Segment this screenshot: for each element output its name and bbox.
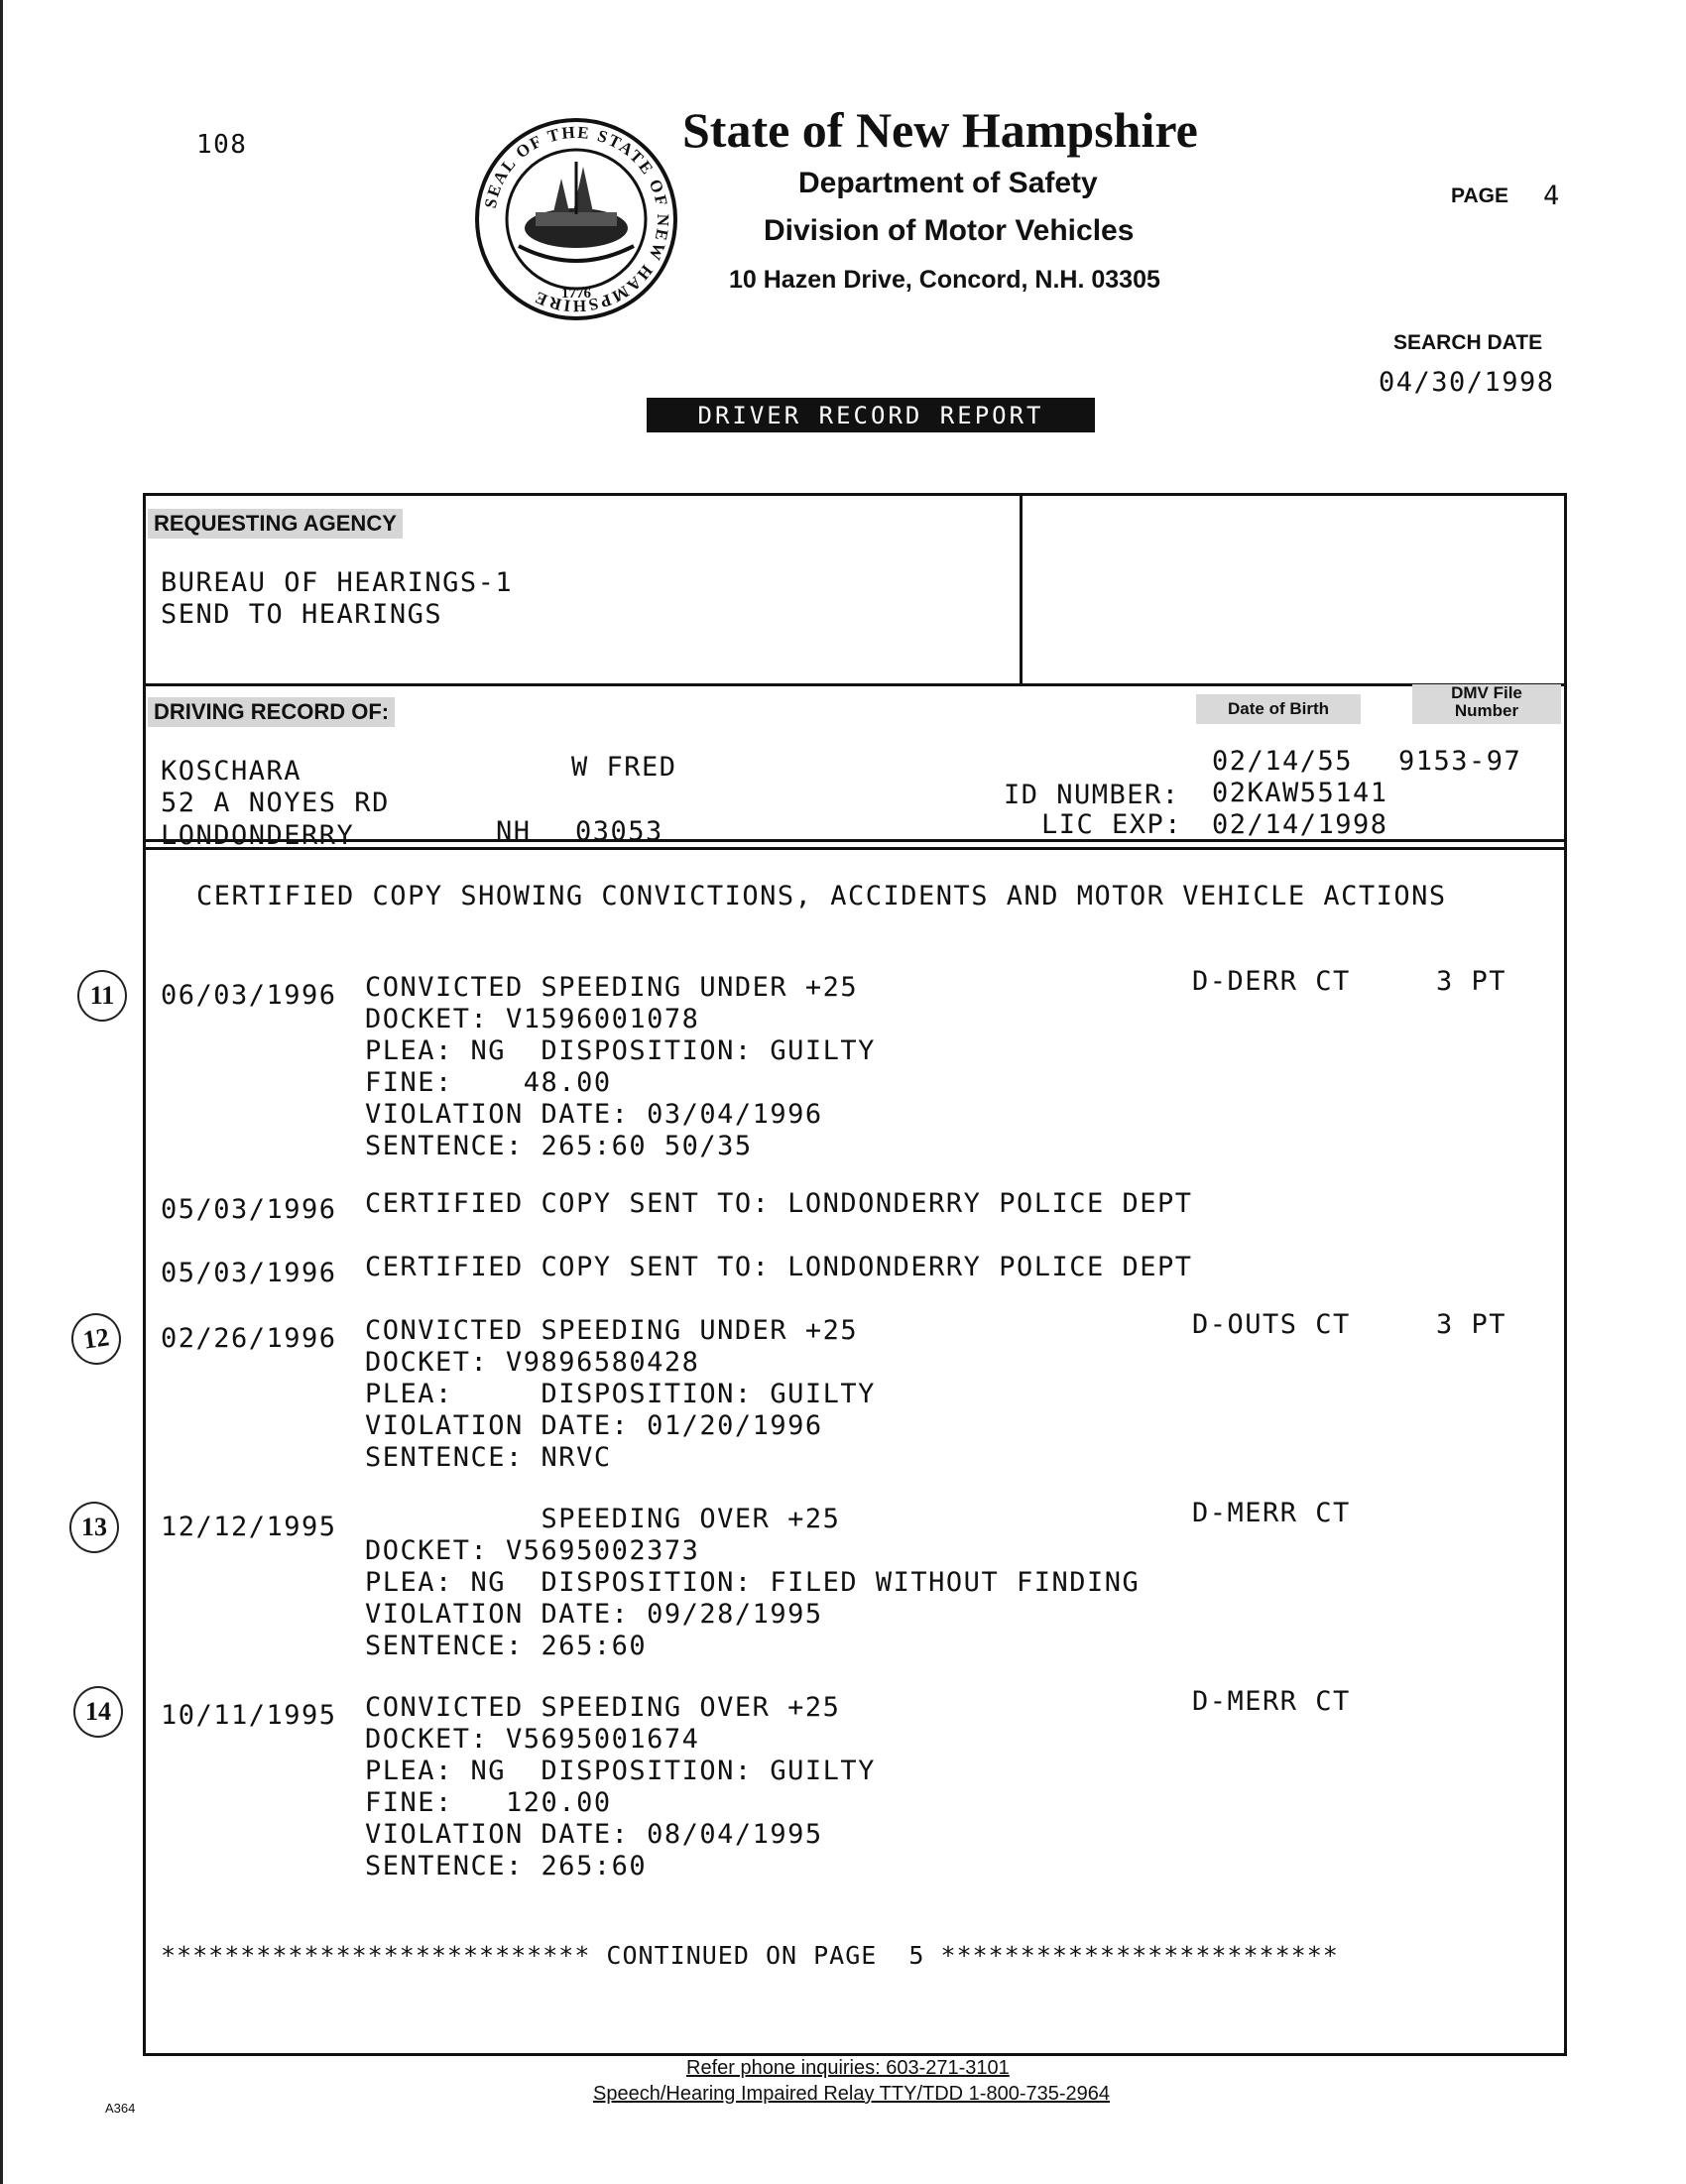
driver-city: LONDONDERRY <box>161 820 355 851</box>
page-label: PAGE <box>1451 184 1508 207</box>
state-seal-icon <box>474 117 678 321</box>
entry-detail: PLEA: NG DISPOSITION: GUILTY <box>365 1035 876 1066</box>
handwritten-mark-14: 14 <box>73 1686 123 1738</box>
entry-detail: PLEA: DISPOSITION: GUILTY <box>365 1379 876 1409</box>
driver-state: NH <box>496 816 532 847</box>
certified-heading: CERTIFIED COPY SHOWING CONVICTIONS, ACCIDENTS AND MOTOR VEHICLE ACTIONS <box>196 881 1447 911</box>
dob-label: Date of Birth <box>1196 694 1361 724</box>
entry-date: 05/03/1996 <box>161 1258 337 1288</box>
entry-court: D-MERR CT <box>1192 1686 1351 1717</box>
entry-court: D-MERR CT <box>1192 1498 1351 1528</box>
entry-court: D-OUTS CT <box>1192 1309 1351 1340</box>
id-number: 02KAW55141 <box>1212 778 1388 808</box>
entry-detail: VIOLATION DATE: 08/04/1995 <box>365 1819 823 1850</box>
seal-text: SEAL OF THE STATE OF NEW HAMPSHIRE <box>480 122 673 316</box>
entry-points: 3 PT <box>1436 1309 1507 1340</box>
entry-date: 06/03/1996 <box>161 980 337 1011</box>
agency-divider <box>1020 496 1023 684</box>
entry-description: CONVICTED SPEEDING OVER +25 <box>365 1692 841 1723</box>
handwritten-mark-12: 12 <box>68 1310 125 1368</box>
entry-detail: DOCKET: V9896580428 <box>365 1347 700 1378</box>
dmv-file-label: DMV File Number <box>1412 684 1561 724</box>
entry-description: CERTIFIED COPY SENT TO: LONDONDERRY POLICE DEPT <box>365 1252 1193 1282</box>
entry-detail: SENTENCE: 265:60 <box>365 1631 648 1661</box>
lic-exp-date: 02/14/1998 <box>1212 809 1388 840</box>
entry-detail: FINE: 120.00 <box>365 1787 612 1818</box>
entry-detail: VIOLATION DATE: 01/20/1996 <box>365 1410 823 1441</box>
agency-line-1: BUREAU OF HEARINGS-1 <box>161 567 514 598</box>
id-number-label: ID NUMBER: <box>1004 780 1180 810</box>
continued-notice: *************************** CONTINUED ON PAGE 5 ************************* <box>161 1941 1339 1970</box>
entry-detail: PLEA: NG DISPOSITION: GUILTY <box>365 1756 876 1786</box>
driving-record-label: DRIVING RECORD OF: <box>148 697 395 727</box>
requesting-agency-label: REQUESTING AGENCY <box>148 509 403 539</box>
entry-detail: DOCKET: V1596001078 <box>365 1004 700 1034</box>
entry-detail: FINE: 48.00 <box>365 1067 612 1098</box>
entry-detail: VIOLATION DATE: 09/28/1995 <box>365 1599 823 1630</box>
entry-detail: SENTENCE: 265:60 <box>365 1851 648 1881</box>
entry-date: 12/12/1995 <box>161 1512 337 1542</box>
page-number: 4 <box>1543 181 1561 211</box>
handwritten-mark-13: 13 <box>69 1502 119 1553</box>
division-name: Division of Motor Vehicles <box>764 214 1135 247</box>
department-name: Department of Safety <box>798 167 1098 199</box>
entry-court: D-DERR CT <box>1192 966 1351 997</box>
driver-dob: 02/14/55 <box>1212 746 1354 777</box>
seal-year: 1776 <box>561 286 591 302</box>
dmv-file-number: 9153-97 <box>1398 746 1522 777</box>
entry-description: CONVICTED SPEEDING UNDER +25 <box>365 972 859 1003</box>
form-code: A364 <box>105 2101 136 2116</box>
agency-line-2: SEND TO HEARINGS <box>161 599 443 630</box>
search-date: 04/30/1998 <box>1379 367 1555 398</box>
entry-description: CERTIFIED COPY SENT TO: LONDONDERRY POLICE DEPT <box>365 1188 1193 1219</box>
driver-street: 52 A NOYES RD <box>161 788 390 818</box>
entry-points: 3 PT <box>1436 966 1507 997</box>
driver-last-name: KOSCHARA <box>161 756 302 787</box>
lic-exp-label: LIC EXP: <box>1041 809 1183 840</box>
entry-detail: SENTENCE: 265:60 50/35 <box>365 1131 753 1161</box>
page-edge <box>0 0 3 2184</box>
driver-zip: 03053 <box>575 816 663 847</box>
report-banner: DRIVER RECORD REPORT <box>647 398 1095 432</box>
search-date-label: SEARCH DATE <box>1393 331 1543 354</box>
agency-bottom-rule <box>143 683 1567 686</box>
phone-inquiries: Refer phone inquiries: 603-271-3101 <box>686 2057 1010 2079</box>
entry-detail: SENTENCE: NRVC <box>365 1442 612 1473</box>
department-address: 10 Hazen Drive, Concord, N.H. 03305 <box>729 266 1160 294</box>
driver-first-name: W FRED <box>571 752 677 783</box>
entry-date: 10/11/1995 <box>161 1700 337 1731</box>
record-rule-2 <box>143 847 1567 850</box>
relay-line: Speech/Hearing Impaired Relay TTY/TDD 1-800-735-2964 <box>593 2083 1111 2105</box>
entry-detail: DOCKET: V5695002373 <box>365 1535 700 1566</box>
entry-description: SPEEDING OVER +25 <box>365 1504 841 1534</box>
entry-date: 02/26/1996 <box>161 1323 337 1354</box>
page-title: State of New Hampshire <box>682 102 1198 158</box>
entry-detail: VIOLATION DATE: 03/04/1996 <box>365 1099 823 1130</box>
doc-number: 108 <box>196 130 248 160</box>
entry-description: CONVICTED SPEEDING UNDER +25 <box>365 1315 859 1346</box>
handwritten-mark-11: 11 <box>77 970 127 1022</box>
entry-detail: PLEA: NG DISPOSITION: FILED WITHOUT FINDING <box>365 1567 1141 1598</box>
entry-detail: DOCKET: V5695001674 <box>365 1724 700 1755</box>
entry-date: 05/03/1996 <box>161 1194 337 1225</box>
